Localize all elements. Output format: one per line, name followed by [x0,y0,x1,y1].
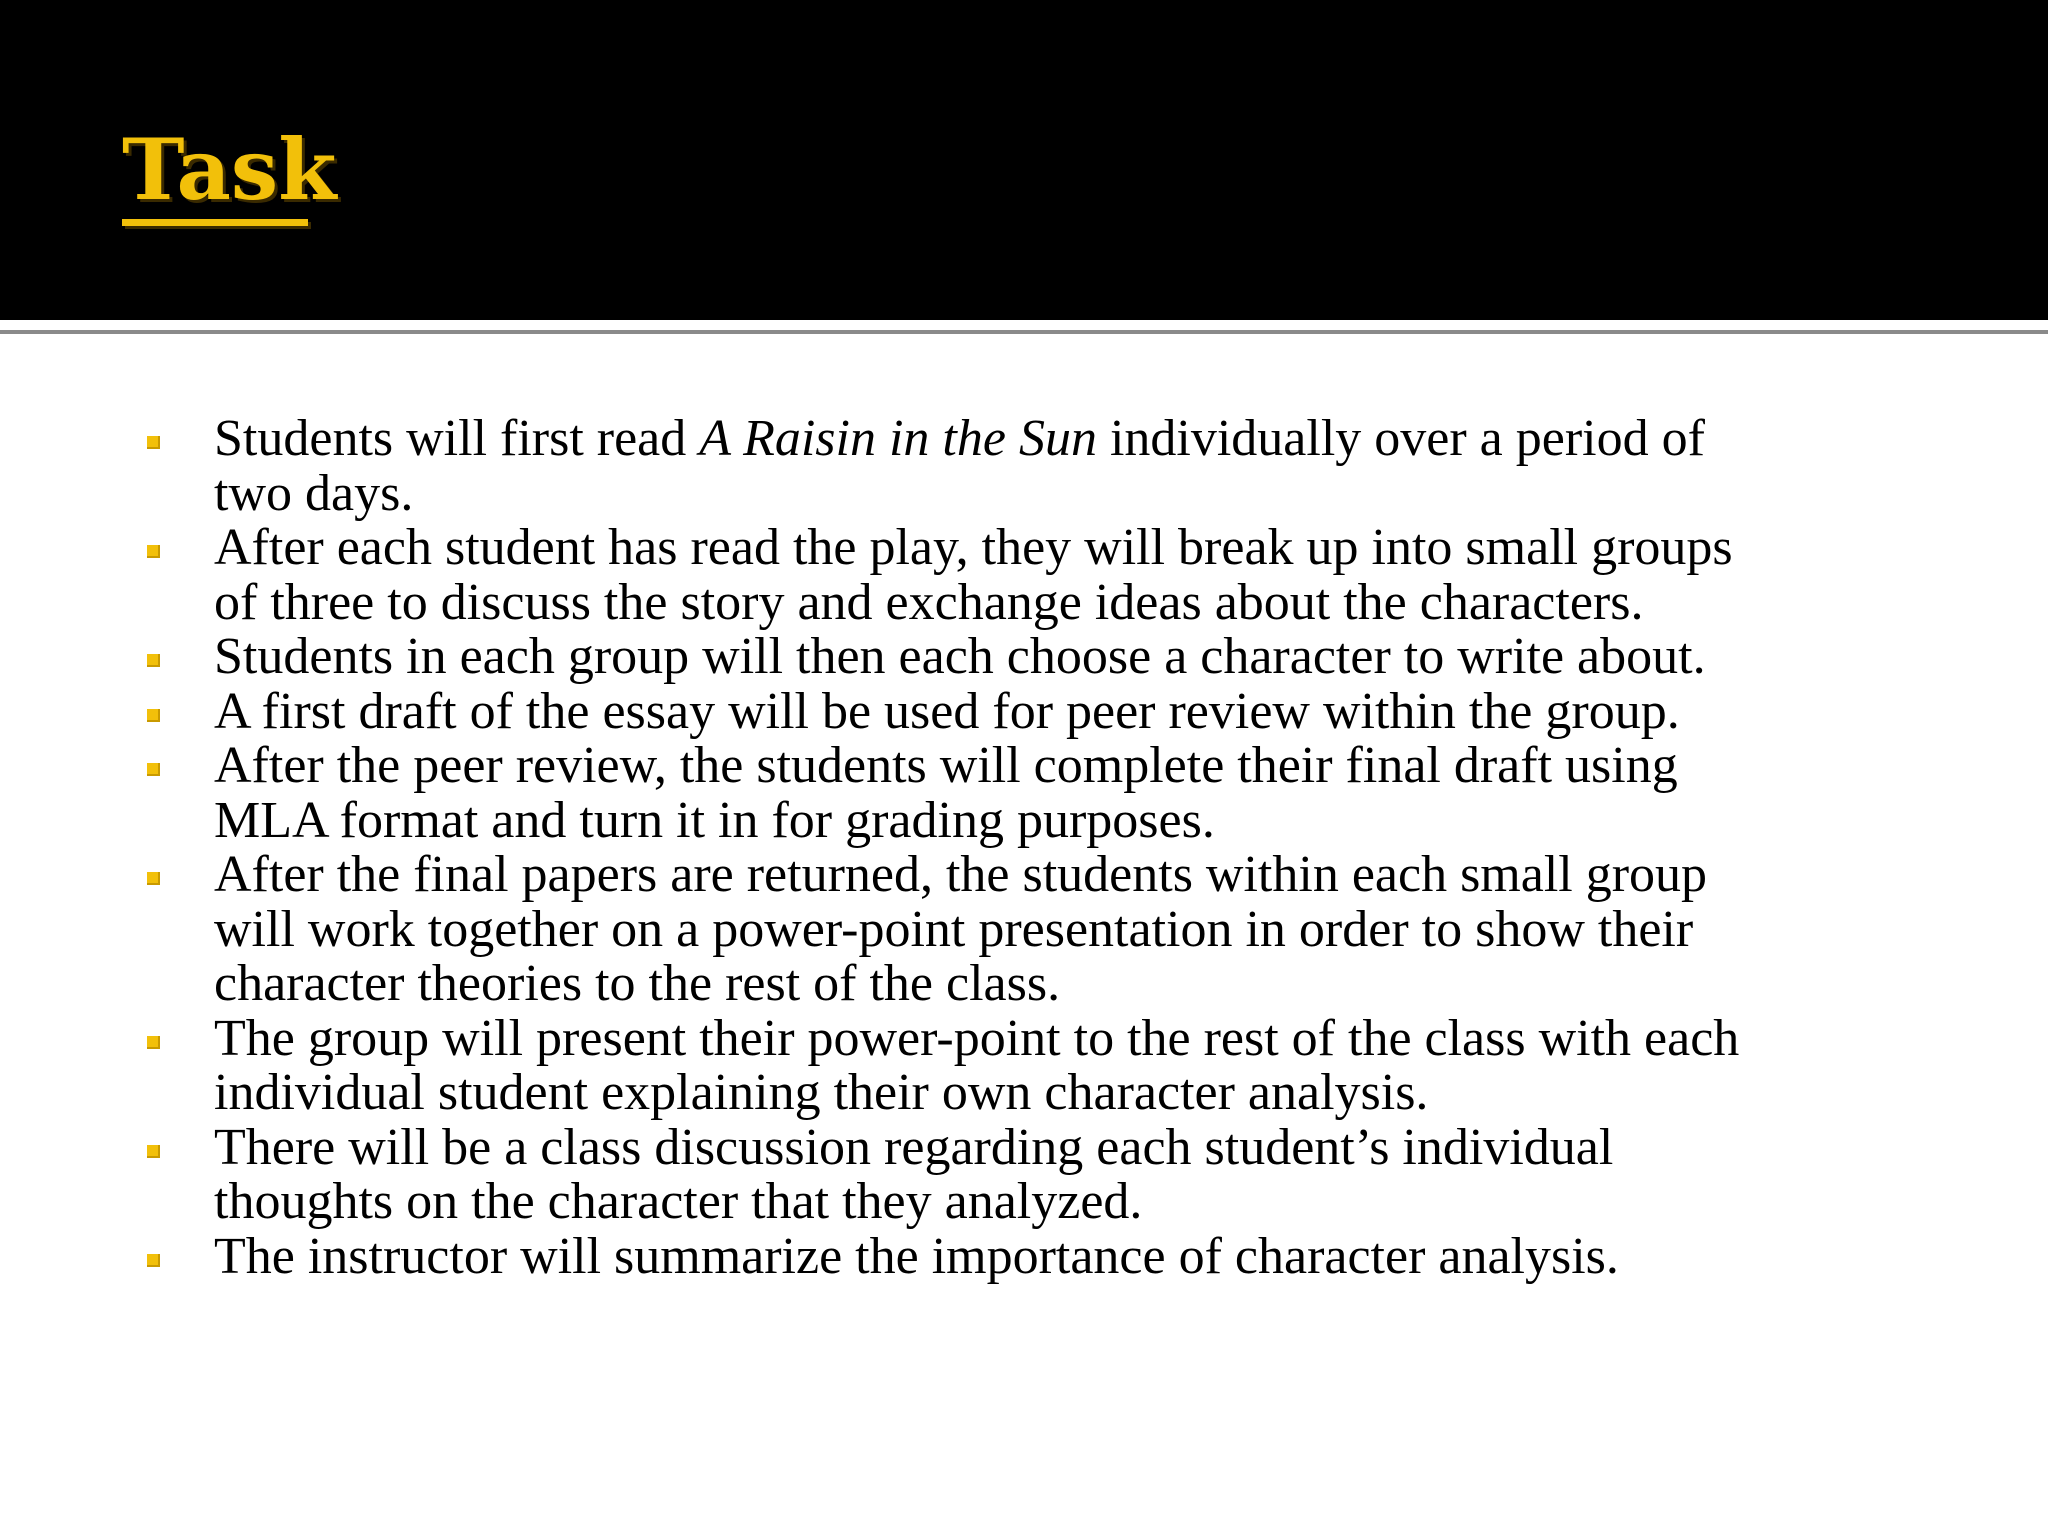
task-item-final-draft [0,739,1794,848]
task-text-before-title: Students will first read [214,410,700,467]
task-item-choose-character [0,630,1794,685]
square-bullet-icon [147,872,160,885]
header-divider [0,330,2048,334]
task-list [0,412,2048,1284]
task-item-first-draft [0,682,1794,740]
task-text: A first draft of the essay will be used for peer review within the group. [214,682,1680,740]
task-item-small-groups [0,521,1794,630]
task-item-read-play [0,412,1794,521]
square-bullet-icon [147,545,160,558]
square-bullet-icon [147,1145,160,1158]
task-text: There will be a class discussion regarding each student’s individual thoughts on the character that they analyzed. [214,1118,1614,1230]
slide-title: Task [122,120,337,219]
square-bullet-icon [147,654,160,667]
task-item-class-discussion [0,1118,1794,1230]
square-bullet-icon [147,763,160,776]
task-item-summary [0,1227,1794,1285]
task-text: After each student has read the play, they will break up into small groups of three to discuss the story and exchange ideas about the characters. [214,519,1733,631]
task-text: The instructor will summarize the importance of character analysis. [214,1227,1619,1285]
book-title: A Raisin in the Sun [699,410,1097,467]
task-text: Students in each group will then each choose a character to write about. [214,628,1706,685]
task-text: The group will present their power-point to the rest of the class with each individual student explaining their own character analysis. [214,1009,1740,1121]
square-bullet-icon [147,1036,160,1049]
task-text-after-title: individually over a period of two days. [214,410,1705,522]
square-bullet-icon [147,1254,160,1267]
task-item-present [0,1009,1794,1121]
task-text: After the peer review, the students will complete their final draft using MLA format and turn it in for grading purposes. [214,737,1678,849]
task-text: After the final papers are returned, the students within each small group will work together on a power-point presentation in order to show their character theories to the rest of the class. [214,846,1708,1012]
square-bullet-icon [147,709,160,722]
task-item-presentation [0,848,1794,1012]
title-underline [122,219,308,226]
square-bullet-icon [147,436,160,449]
